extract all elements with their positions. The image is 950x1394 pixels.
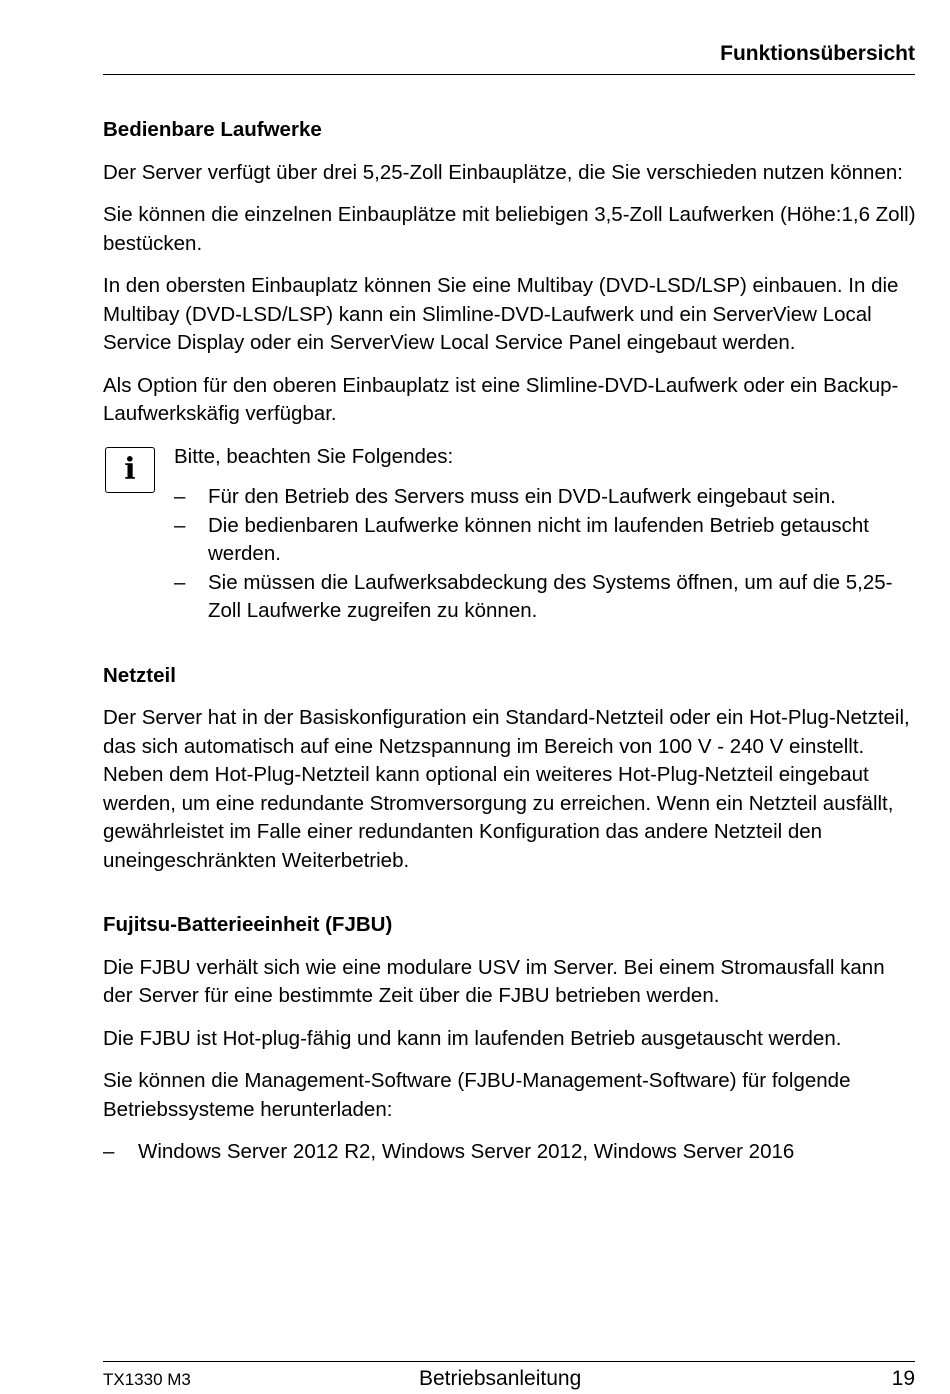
paragraph: Die FJBU ist Hot-plug-fähig und kann im laufenden Betrieb ausgetauscht werden. (103, 1026, 842, 1050)
footer-doc-title: Betriebsanleitung (419, 1367, 582, 1390)
page-header (103, 38, 915, 75)
footer-model: TX1330 M3 (103, 1370, 191, 1389)
page-number: 19 (891, 1367, 915, 1390)
paragraph: Der Server hat in der Basiskonfiguration ein Standard-Netzteil oder ein Hot-Plug-Netzteil, das sich automatisch auf eine Netzspannung im Bereich von 100 V - 240 V einstellt. Neben dem Hot-Plug-Netzteil kann optional ein weiteres Hot-Plug-Netzteil eingebaut werden, um eine redundante Stromversorgung zu erreichen. Wenn ein Netzteil ausfällt, gewährleistet im Falle einer redundanten Konfiguration das andere Netzteil den uneingeschränkten Weiterbetrieb. (103, 706, 910, 872)
note-list (174, 483, 918, 626)
header-title: Funktionsübersicht (720, 42, 915, 65)
info-icon: i (105, 447, 155, 493)
list-item: – Windows Server 2012 R2, Windows Server 2012, Windows Server 2016 (103, 1138, 918, 1167)
list-item: – Die bedienbaren Laufwerke können nicht im laufenden Betrieb getauscht werden. (174, 512, 918, 569)
os-list (103, 1138, 918, 1167)
section-psu (103, 662, 918, 876)
paragraph: In den obersten Einbauplatz können Sie eine Multibay (DVD-LSD/LSP) einbauen. In die Multibay (DVD-LSD/LSP) kann ein Slimline-DVD-Laufwerk und ein ServerView Local Service Display oder ein ServerView Local Service Panel eingebaut werden. (103, 274, 899, 354)
paragraph: Die FJBU verhält sich wie eine modulare USV im Server. Bei einem Stromausfall kann der Server für eine bestimmte Zeit über die FJBU betrieben werden. (103, 955, 885, 1007)
paragraph: Sie können die einzelnen Einbauplätze mit beliebigen 3,5-Zoll Laufwerken (Höhe:1,6 Zoll) bestücken. (103, 203, 916, 255)
page-content (103, 116, 918, 1167)
section-heading: Bedienbare Laufwerke (103, 118, 322, 141)
section-fjbu (103, 911, 918, 1167)
paragraph: Als Option für den oberen Einbauplatz ist eine Slimline-DVD-Laufwerk oder ein Backup-Laufwerkskäfig verfügbar. (103, 373, 899, 425)
paragraph: Der Server verfügt über drei 5,25-Zoll Einbauplätze, die Sie verschieden nutzen können: (103, 160, 903, 184)
info-note (103, 443, 918, 626)
section-heading: Fujitsu-Batterieeinheit (FJBU) (103, 913, 393, 936)
note-intro: Bitte, beachten Sie Folgendes: (174, 444, 454, 468)
section-heading: Netzteil (103, 663, 176, 687)
paragraph: Sie können die Management-Software (FJBU-Management-Software) für folgende Betriebssysteme herunterladen: (103, 1069, 851, 1121)
list-item: – Sie müssen die Laufwerksabdeckung des Systems öffnen, um auf die 5,25-Zoll Laufwerke zugreifen zu können. (174, 569, 918, 626)
page-footer (103, 1361, 915, 1394)
section-drives (103, 116, 918, 626)
list-item: – Für den Betrieb des Servers muss ein DVD-Laufwerk eingebaut sein. (174, 483, 918, 512)
